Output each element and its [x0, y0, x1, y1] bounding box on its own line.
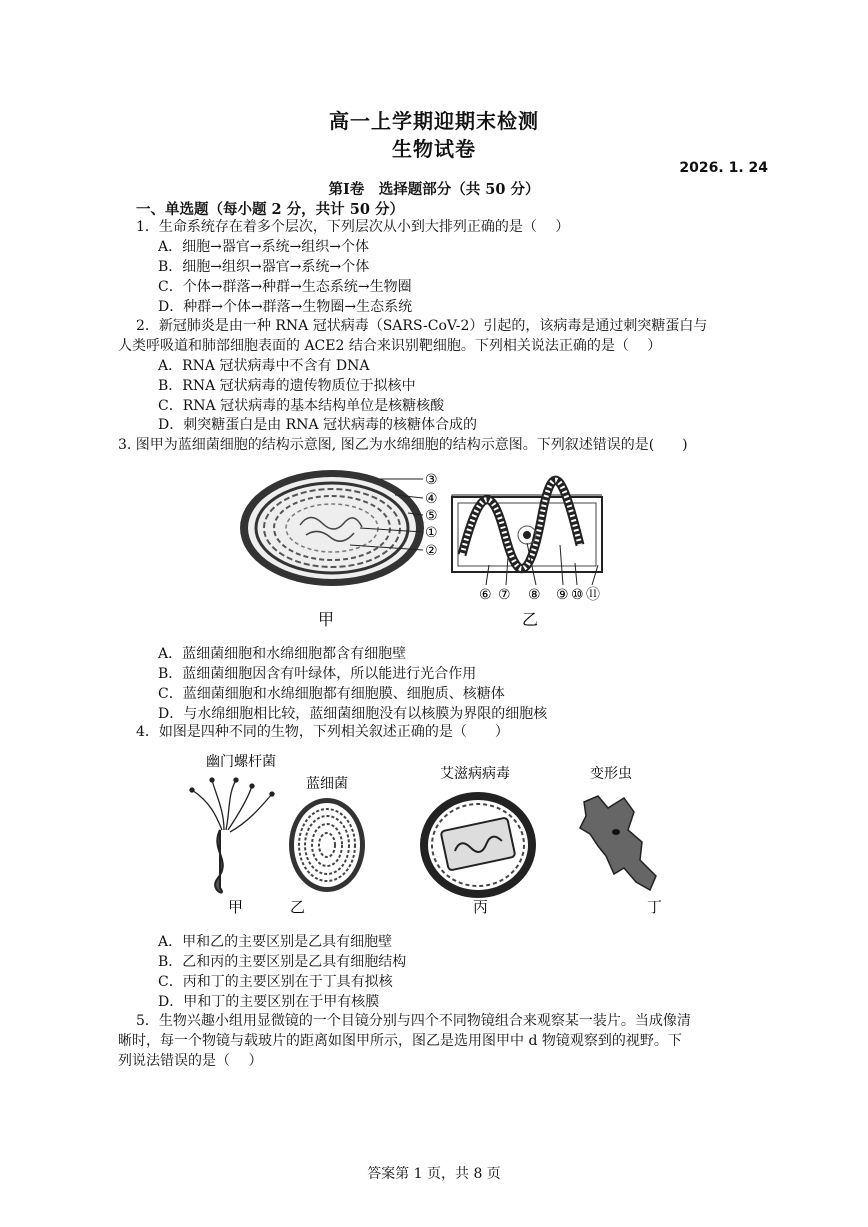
- q4-option-a: A．甲和乙的主要区别是乙具有细胞壁: [158, 934, 393, 950]
- jia-label-1: ①: [425, 525, 438, 541]
- q2-option-c: C．RNA 冠状病毒的基本结构单位是核糖核酸: [158, 398, 445, 414]
- jia-label-2: ②: [425, 543, 438, 559]
- q3-stem: 3. 图甲为蓝细菌细胞的结构示意图, 图乙为水绵细胞的结构示意图。下列叙述错误的是( ): [118, 437, 688, 453]
- yi-label-8: ⑧: [528, 587, 541, 603]
- q3-option-a: A．蓝细菌细胞和水绵细胞都含有细胞壁: [158, 646, 407, 662]
- q1-option-a: A．细胞→器官→系统→组织→个体: [158, 239, 370, 255]
- spirogyra-cell-diagram: [452, 480, 602, 572]
- title-line-1: 高一上学期迎期末检测: [329, 109, 539, 133]
- jia-label-5: ⑤: [425, 508, 438, 524]
- q4-option-d: D．甲和丁的主要区别在于甲有核膜: [158, 994, 380, 1010]
- q1-option-c: C．个体→群落→种群→生态系统→生物圈: [158, 279, 412, 295]
- q4-stem: 4．如图是四种不同的生物，下列相关叙述正确的是（ ）: [136, 724, 509, 740]
- q1-option-b: B．细胞→组织→器官→系统→个体: [158, 259, 370, 275]
- q4-option-b: B．乙和丙的主要区别是乙具有细胞结构: [158, 954, 407, 970]
- organism-name-helicobacter: 幽门螺杆菌: [206, 754, 276, 770]
- cyanobacteria-drawing: [289, 798, 365, 892]
- q4-figure: [180, 750, 700, 920]
- yi-label-11: ⑪: [586, 587, 600, 603]
- organism-name-hiv: 艾滋病病毒: [440, 766, 510, 782]
- figure-yi-label: 乙: [522, 610, 539, 629]
- helicobacter-body: [215, 830, 223, 893]
- figure-jia-label: 甲: [318, 610, 335, 629]
- yi-label-9: ⑨: [556, 587, 569, 603]
- q1-option-d: D．种群→个体→群落→生物圈→生态系统: [158, 299, 413, 315]
- q4-option-c: C．丙和丁的主要区别在于丁具有拟核: [158, 974, 393, 990]
- q3-yi-numbers: [479, 587, 600, 603]
- section-title: 第Ⅰ卷 选择题部分（共 50 分）: [328, 181, 540, 198]
- q2-stem-line-1: 2．新冠肺炎是由一种 RNA 冠状病毒（SARS-CoV-2）引起的，该病毒是通过刺突糖蛋白与: [136, 318, 708, 334]
- jia-label-3: ③: [425, 472, 438, 488]
- exam-date: 2026. 1. 24: [679, 160, 768, 176]
- q2-option-d: D．刺突糖蛋白是由 RNA 冠状病毒的核糖体合成的: [158, 417, 478, 433]
- hiv-drawing: [420, 792, 536, 898]
- q2-option-b: B．RNA 冠状病毒的遗传物质位于拟核中: [158, 378, 416, 394]
- q3-jia-numbers: [425, 472, 438, 559]
- page-footer: 答案第 1 页，共 8 页: [367, 1166, 501, 1182]
- yi-label-7: ⑦: [498, 587, 511, 603]
- helicobacter-drawing: [190, 778, 274, 832]
- organism-name-cyanobacteria: 蓝细菌: [306, 776, 348, 792]
- q2-stem-line-2: 人类呼吸道和肺部细胞表面的 ACE2 结合来识别靶细胞。下列相关说法正确的是（ ）: [118, 338, 662, 354]
- q3-option-b: B．蓝细菌细胞因含有叶绿体，所以能进行光合作用: [158, 666, 477, 682]
- amoeba-drawing: [580, 796, 656, 890]
- q3-figure: [230, 465, 620, 630]
- q5-stem-line-3: 列说法错误的是（ ）: [118, 1053, 263, 1069]
- label-jia: 甲: [228, 898, 244, 916]
- jia-label-4: ④: [425, 491, 438, 507]
- q3-option-c: C．蓝细菌细胞和水绵细胞都有细胞膜、细胞质、核糖体: [158, 686, 505, 702]
- cyanobacteria-cell-diagram: [240, 470, 424, 586]
- title-line-2: 生物试卷: [392, 137, 476, 161]
- q1-stem: 1．生命系统存在着多个层次，下列层次从小到大排列正确的是（ ）: [136, 219, 570, 235]
- yi-label-10: ⑩: [571, 587, 584, 603]
- q2-option-a: A．RNA 冠状病毒中不含有 DNA: [158, 358, 370, 374]
- yi-label-6: ⑥: [479, 587, 492, 603]
- organism-name-amoeba: 变形虫: [590, 766, 632, 782]
- part-title: 一、单选题（每小题 2 分，共计 50 分）: [136, 201, 404, 218]
- label-yi: 乙: [290, 898, 306, 916]
- q5-stem-line-2: 晰时，每一个物镜与载玻片的距离如图甲所示，图乙是选用图甲中 d 物镜观察到的视野。下: [118, 1033, 682, 1049]
- q5-stem-line-1: 5．生物兴趣小组用显微镜的一个目镜分别与四个不同物镜组合来观察某一装片。当成像清: [136, 1013, 691, 1029]
- amoeba-nucleus: [612, 829, 620, 835]
- q3-option-d: D．与水绵细胞相比较，蓝细菌细胞没有以核膜为界限的细胞核: [158, 706, 548, 722]
- label-ding: 丁: [647, 898, 663, 916]
- label-bing: 丙: [473, 898, 489, 916]
